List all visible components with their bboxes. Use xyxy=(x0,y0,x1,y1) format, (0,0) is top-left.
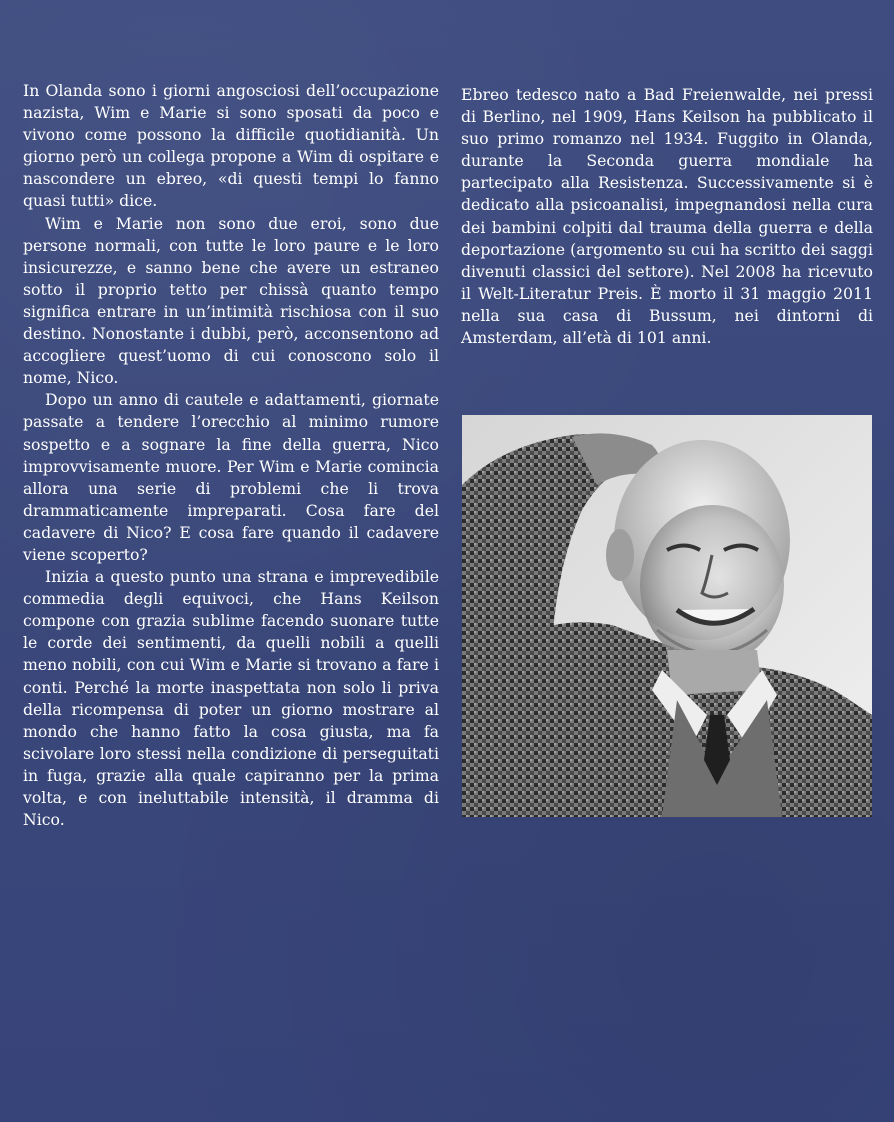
synopsis-column xyxy=(23,80,439,831)
author-bio-column xyxy=(461,84,873,349)
synopsis-paragraph: In Olanda sono i giorni angosciosi dell’occupazione nazista, Wim e Marie si sono sposati da poco e vivono come possono la difficile quotidianità. Un giorno però un collega propone a Wim di ospitare e nascondere un ebreo, «di questi tempi lo fanno quasi tutti» dice. xyxy=(23,81,439,211)
synopsis-paragraph: Inizia a questo punto una strana e imprevedibile commedia degli equivoci, che Hans Keilson compone con grazia sublime facendo suonare tutte le corde dei sentimenti, da quelli nobili a quelli meno nobili, con cui Wim e Marie si trovano a fare i conti. Perché la morte inaspettata non solo li priva della ricompensa di poter un giorno mostrare al mondo che hanno fatto la cosa giusta, ma fa scivolare loro stessi nella condizione di perseguitati in fuga, grazie alla quale capiranno per la prima volta, e con ineluttabile intensità, il dramma di Nico. xyxy=(23,567,439,830)
author-portrait-photo xyxy=(462,415,872,817)
author-bio: Ebreo tedesco nato a Bad Freienwalde, nei pressi di Berlino, nel 1909, Hans Keilson ha pubblicato il suo primo romanzo nel 1934. Fuggito in Olanda, durante la Seconda guerra mondiale ha partecipato alla Resistenza. Successivamente si è dedicato alla psicoanalisi, impegnandosi nella cura dei bambini colpiti dal trauma della guerra e della deportazione (argomento su cui ha scritto dei saggi divenuti classici del settore). Nel 2008 ha ricevuto il Welt-Literatur Preis. È morto il 31 maggio 2011 nella sua casa di Bussum, nei dintorni di Amsterdam, all’età di 101 anni. xyxy=(461,85,873,348)
synopsis-paragraph: Dopo un anno di cautele e adattamenti, giornate passate a tendere l’orecchio al minimo rumore sospetto e a sognare la fine della guerra, Nico improvvisamente muore. Per Wim e Marie comincia allora una serie di problemi che li trova drammaticamente impreparati. Cosa fare del cadavere di Nico? E cosa fare quando il cadavere viene scoperto? xyxy=(23,390,439,564)
author-photo xyxy=(462,415,872,817)
synopsis-paragraph: Wim e Marie non sono due eroi, sono due persone normali, con tutte le loro paure e le loro insicurezze, e sanno bene che avere un estraneo sotto il proprio tetto per chissà quanto tempo significa entrare in un’intimità rischiosa con il suo destino. Nonostante i dubbi, però, acconsentono ad accogliere quest’uomo di cui conoscono solo il nome, Nico. xyxy=(23,213,439,388)
